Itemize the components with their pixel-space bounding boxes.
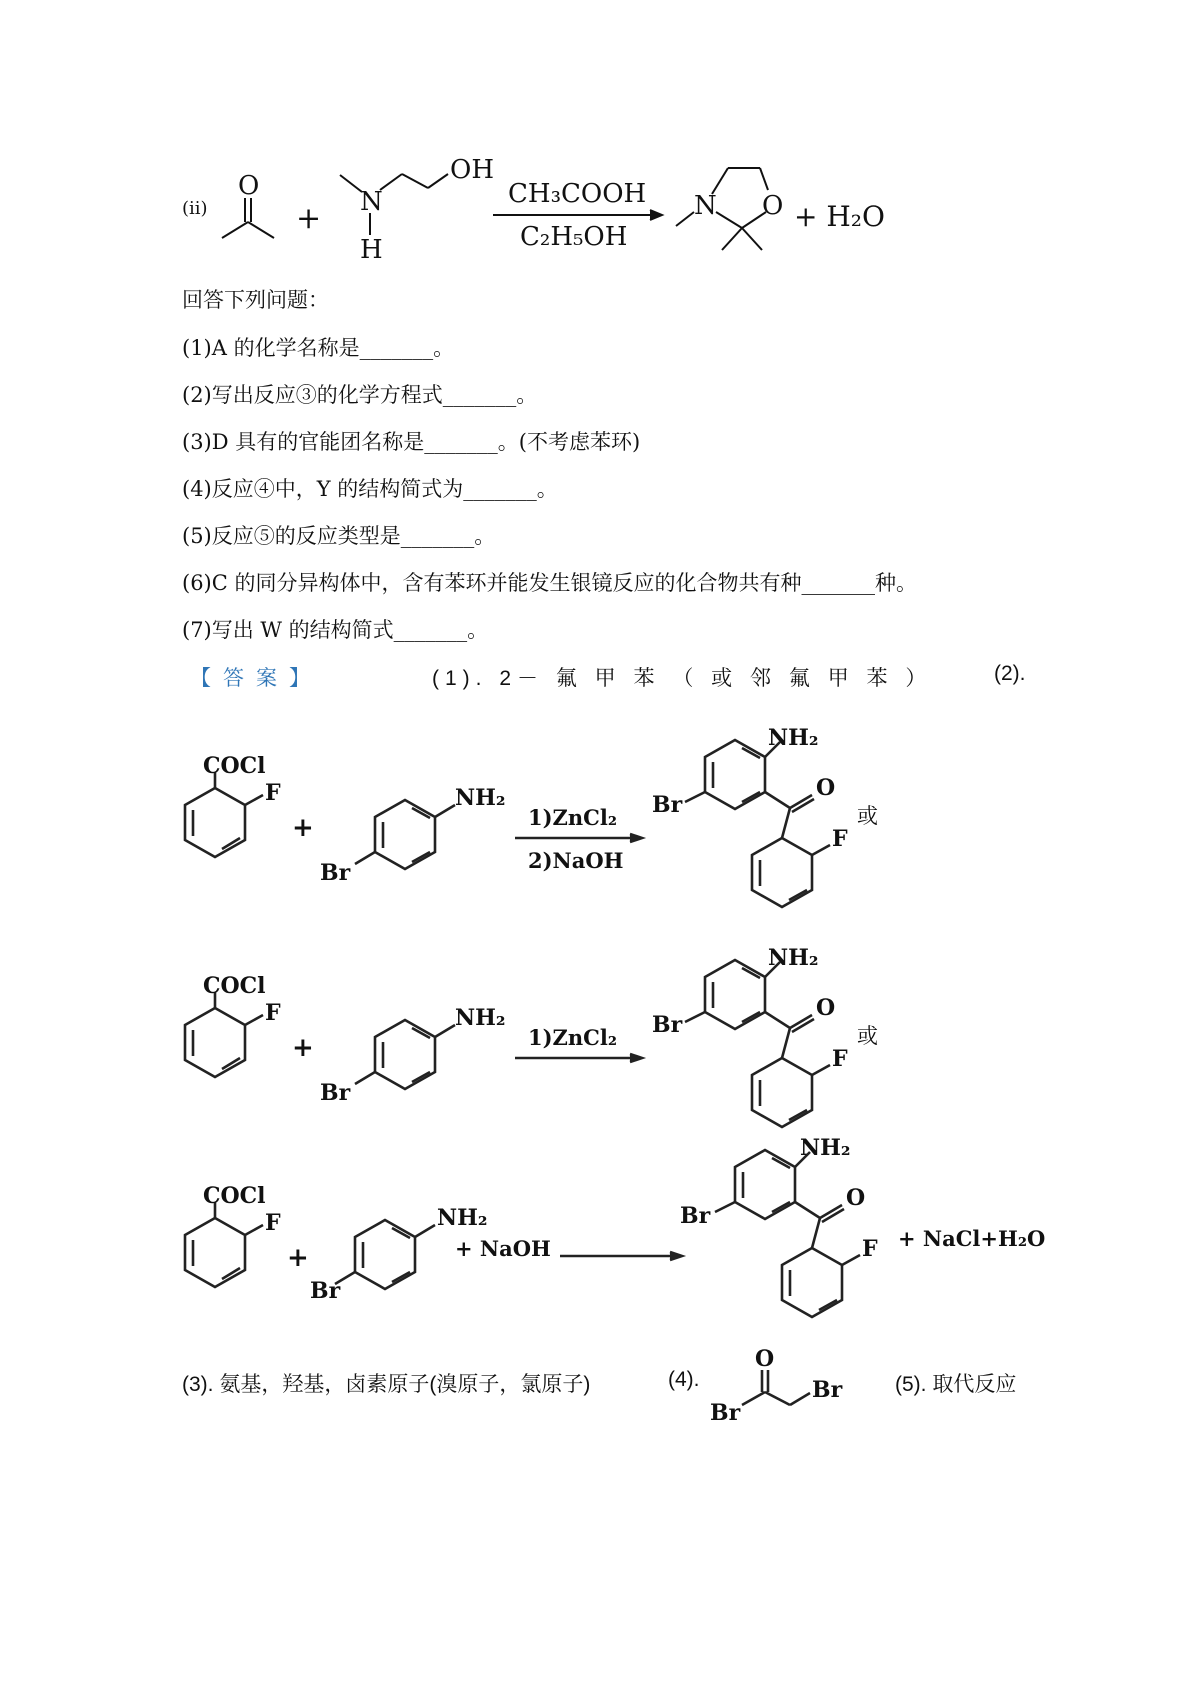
answer-part1: (1). 2－ 氟 甲 苯 （ 或 邻 氟 甲 苯 ） xyxy=(432,667,933,690)
product-fluoro-label: F xyxy=(832,826,848,852)
product-fluoro-label-2: F xyxy=(832,1046,848,1072)
acyl-chloride-label: COCl xyxy=(203,753,266,779)
product-oxygen-label: O xyxy=(816,775,836,801)
plus-3: + xyxy=(287,1243,309,1273)
or-label-2: 或 xyxy=(857,1024,878,1048)
fluoro-label-2: F xyxy=(265,1000,281,1026)
bromo-label: Br xyxy=(320,860,351,886)
question-5: (5)反应⑤的反应类型是_______。 xyxy=(182,524,496,548)
product-amine-label: NH₂ xyxy=(768,725,819,751)
product-bromo-label: Br xyxy=(652,792,683,818)
ring-oxygen-label: O xyxy=(762,191,784,221)
product-amine-label-2: NH₂ xyxy=(768,945,819,971)
acetone-oxygen-label: O xyxy=(238,171,260,201)
byproducts-label: + NaCl+H₂O xyxy=(898,1226,1046,1251)
intro-text: 回答下列问题： xyxy=(182,288,329,312)
fluoro-label-3: F xyxy=(265,1210,281,1236)
reagent-top: CH₃COOH xyxy=(508,179,647,209)
naoh-reagent: + NaOH xyxy=(455,1236,551,1261)
zncl2-condition: 1)ZnCl₂ xyxy=(528,805,618,830)
part4-bromo-left: Br xyxy=(710,1400,741,1426)
answer-part2-label: (2). xyxy=(994,662,1026,685)
amine-label-2: NH₂ xyxy=(455,1005,506,1031)
answer-part4-label: (4). xyxy=(668,1368,700,1391)
product-bromo-label-2: Br xyxy=(652,1012,683,1038)
amine-label-3: NH₂ xyxy=(437,1205,488,1231)
plus-sign: + xyxy=(296,201,322,236)
water-byproduct: + H₂O xyxy=(794,200,885,233)
nitrogen-label: N xyxy=(360,187,383,217)
ring-nitrogen-label: N xyxy=(694,191,717,221)
question-1: (1)A 的化学名称是_______。 xyxy=(182,336,455,360)
question-4: (4)反应④中，Y 的结构简式为_______。 xyxy=(182,477,558,501)
or-label-1: 或 xyxy=(857,804,878,828)
hydroxyl-label: OH xyxy=(450,155,494,185)
plus-1: + xyxy=(292,813,314,843)
zncl2-condition-2: 1)ZnCl₂ xyxy=(528,1025,618,1050)
reagent-bottom: C₂H₅OH xyxy=(520,222,628,252)
acyl-chloride-label-2: COCl xyxy=(203,973,266,999)
question-3: (3)D 具有的官能团名称是_______。(不考虑苯环) xyxy=(182,430,641,454)
question-7: (7)写出 W 的结构简式_______。 xyxy=(182,618,489,642)
product-amine-label-3: NH₂ xyxy=(800,1135,851,1161)
scheme-1 xyxy=(185,725,848,907)
part4-oxygen-label: O xyxy=(755,1346,775,1372)
scheme-3 xyxy=(185,1135,1045,1317)
reaction-label-ii: (ⅱ) xyxy=(182,198,208,219)
question-2: (2)写出反应③的化学方程式_______。 xyxy=(182,383,538,407)
product-oxygen-label-2: O xyxy=(816,995,836,1021)
scheme-2 xyxy=(185,945,848,1127)
part4-bromo-right: Br xyxy=(812,1377,843,1403)
answer-part5: (5). 取代反应 xyxy=(895,1373,1017,1396)
bromo-label-3: Br xyxy=(310,1278,341,1304)
fluoro-label: F xyxy=(265,780,281,806)
product-fluoro-label-3: F xyxy=(862,1236,878,1262)
product-bromo-label-3: Br xyxy=(680,1203,711,1229)
product-oxygen-label-3: O xyxy=(846,1185,866,1211)
question-6: (6)C 的同分异构体中，含有苯环并能发生银镜反应的化合物共有种_______种。 xyxy=(182,571,917,595)
amine-label: NH₂ xyxy=(455,785,506,811)
plus-2: + xyxy=(292,1033,314,1063)
bromo-label-2: Br xyxy=(320,1080,351,1106)
bromoacetyl-bromide-structure xyxy=(710,1346,843,1426)
acyl-chloride-label-3: COCl xyxy=(203,1183,266,1209)
naoh-condition: 2)NaOH xyxy=(528,848,624,873)
answer-tag: 【答案】 xyxy=(190,667,322,690)
hydrogen-label: H xyxy=(360,235,383,265)
answer-part3: (3). 氨基，羟基，卤素原子(溴原子，氯原子) xyxy=(182,1373,591,1396)
